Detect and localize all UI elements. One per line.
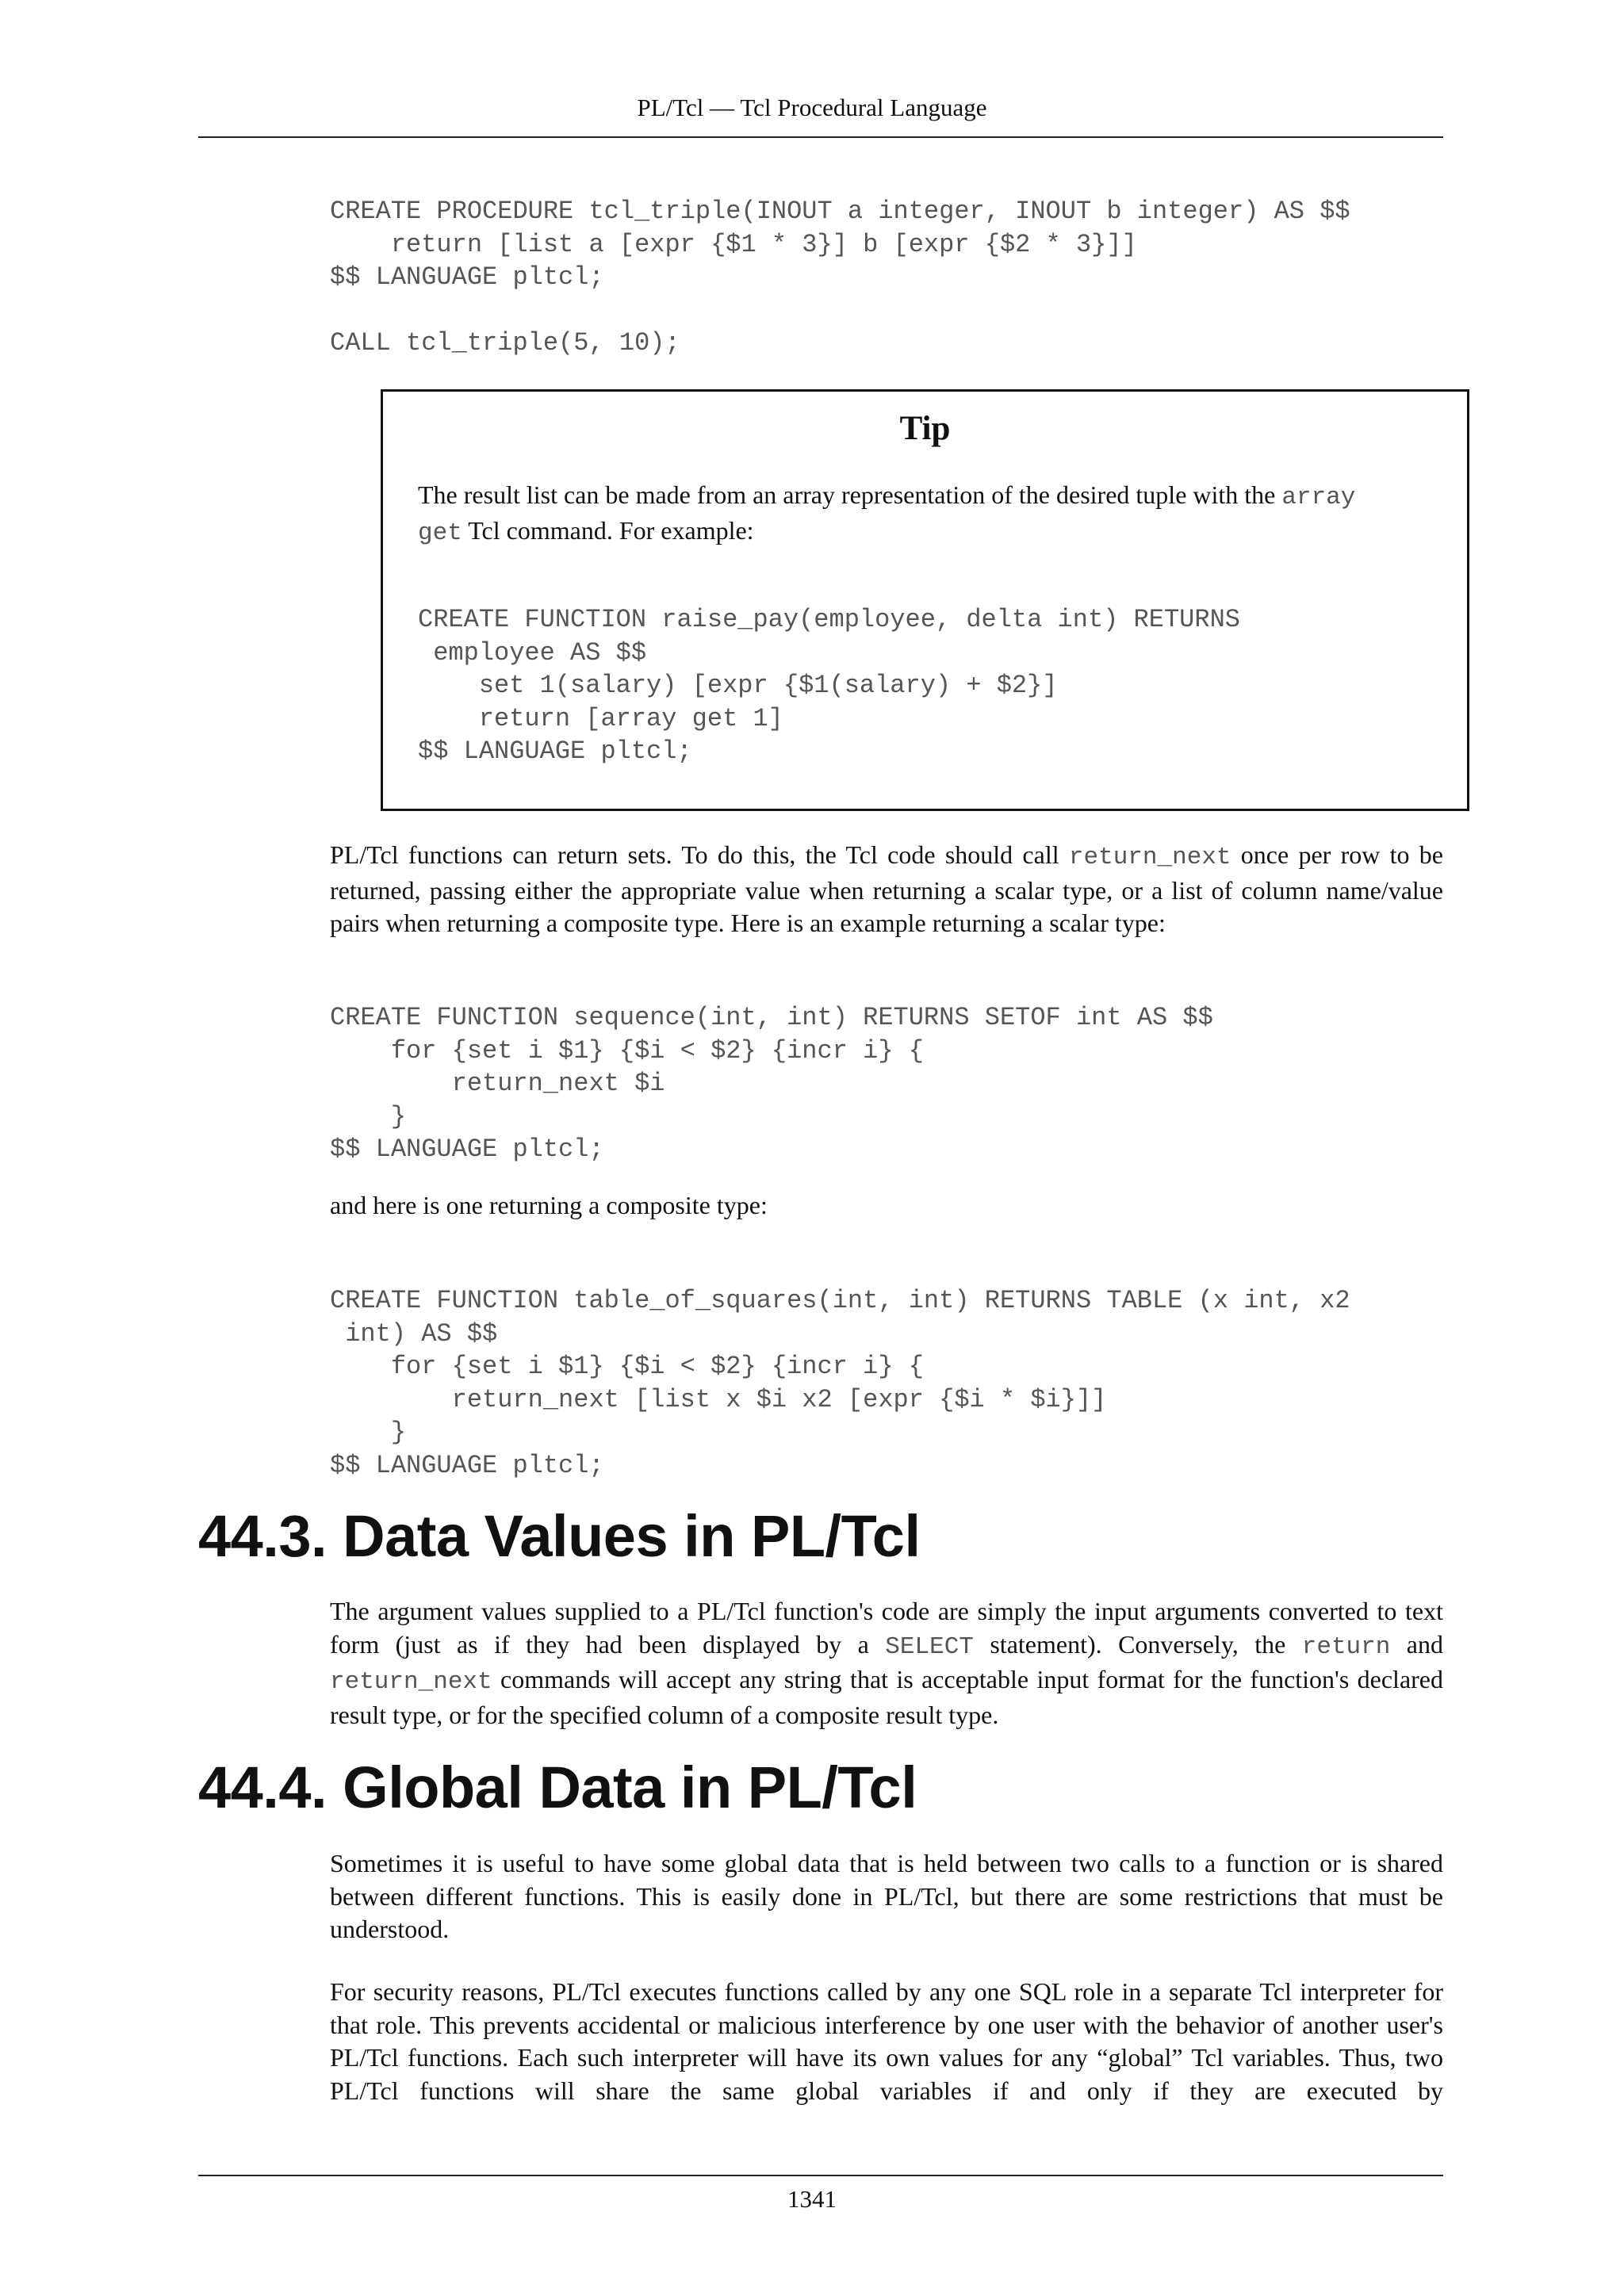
paragraph-return-sets [330, 839, 1443, 940]
tip-text-2: Tcl command. For example: [462, 515, 754, 545]
inline-code-select: SELECT [885, 1632, 974, 1661]
inline-code-return-next-2: return_next [330, 1668, 492, 1696]
section-heading-global-data: 44.4. Global Data in PL/Tcl [198, 1755, 917, 1820]
tip-text-1: The result list can be made from an array representation of the desired tuple with the [418, 480, 1282, 509]
page-number: 1341 [787, 2185, 837, 2213]
data-values-text-1: The argument values supplied to a PL/Tcl function's code are simply the input arguments converted to text form (just as if they had been displayed by a [330, 1597, 1443, 1659]
paragraph-data-values [330, 1595, 1443, 1732]
running-header: PL/Tcl — Tcl Procedural Language [637, 94, 987, 121]
paragraph-return-sets-text-1: PL/Tcl functions can return sets. To do this, the Tcl code should call [330, 840, 1069, 869]
data-values-text-3: and [1390, 1629, 1444, 1659]
code-block-tcl-triple: CREATE PROCEDURE tcl_triple(INOUT a integer, INOUT b integer) AS $$ return [list a [expr {$1 * 3}] b [expr {$2 * 3}]] $$ LANGUAGE pltcl; CALL tcl_triple(5, 10); [330, 197, 1350, 358]
tip-code-block: CREATE FUNCTION raise_pay(employee, delta int) RETURNS employee AS $$ set 1(salary) [expr {$1(salary) + $2}] return [array get 1] $$ LANGUAGE pltcl; [418, 605, 1240, 766]
paragraph-return-sets-text-2: once per row to be returned, passing either the appropriate value when returning a scalar type, or a list of column name/value pairs when returning a composite type. Here is an example returning a scalar type: [330, 840, 1444, 937]
tip-box [381, 389, 1469, 811]
paragraph-composite-intro: and here is one returning a composite type: [330, 1191, 768, 1219]
tip-code-get: get [418, 519, 462, 547]
section-heading-data-values: 44.3. Data Values in PL/Tcl [198, 1503, 921, 1569]
header-rule [198, 136, 1443, 138]
data-values-text-2: statement). Conversely, the [973, 1629, 1302, 1659]
tip-code-array: array [1281, 484, 1356, 511]
code-block-table-of-squares: CREATE FUNCTION table_of_squares(int, int) RETURNS TABLE (x int, x2 int) AS $$ for {set i $1} {$i < $2} {incr i} { return_next [list x $i x2 [expr {$i * $i}]] } $$ LANGUAGE pltcl; [330, 1286, 1350, 1480]
tip-text [418, 479, 1435, 549]
code-block-sequence: CREATE FUNCTION sequence(int, int) RETURNS SETOF int AS $$ for {set i $1} {$i < $2} {incr i} { return_next $i } $$ LANGUAGE pltcl; [330, 1003, 1213, 1164]
data-values-text-4: commands will accept any string that is acceptable input format for the function's declared result type, or for the specified column of a composite result type. [330, 1665, 1443, 1729]
footer-rule [198, 2175, 1443, 2176]
inline-code-return-next: return_next [1068, 844, 1231, 871]
tip-title: Tip [899, 410, 951, 447]
inline-code-return: return [1301, 1632, 1391, 1661]
paragraph-global-data-1: Sometimes it is useful to have some global data that is held between two calls to a function or is shared between different functions. This is easily done in PL/Tcl, but there are some restrictions that must be understood. [330, 1849, 1443, 1943]
paragraph-global-data-2: For security reasons, PL/Tcl executes functions called by any one SQL role in a separate Tcl interpreter for that role. This prevents accidental or malicious interference by one user with the behavior of another user's PL/Tcl functions. Each such interpreter will have its own values for any “global” Tcl variables. Thus, two PL/Tcl functions will share the same global variables if and only if they are executed by [330, 1977, 1443, 2105]
